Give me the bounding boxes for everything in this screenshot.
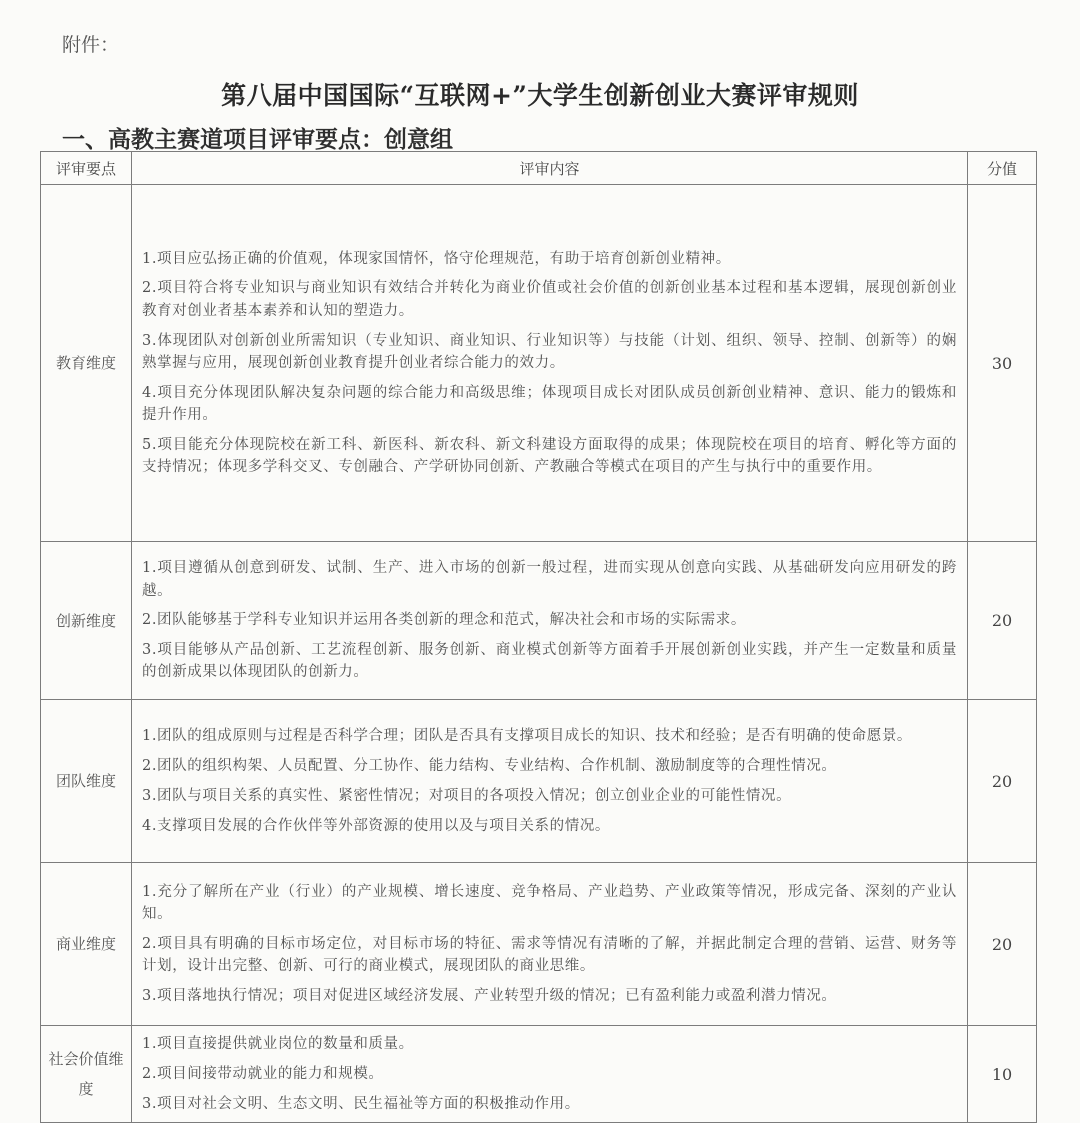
document-title: 第八届中国国际“互联网+”大学生创新创业大赛评审规则 [221, 81, 859, 110]
row-content [132, 185, 968, 542]
table-row [41, 700, 1037, 863]
row-dimension: 商业维度 [41, 863, 132, 1026]
row-score: 30 [968, 185, 1037, 542]
content-item: 2.项目具有明确的目标市场定位，对目标市场的特征、需求等情况有清晰的了解，并据此制定合理的营销、运营、财务等计划，设计出完整、创新、可行的商业模式，展现团队的商业思维。 [142, 935, 957, 975]
content-item: 2.项目间接带动就业的能力和规模。 [142, 1065, 384, 1082]
content-item: 1.团队的组成原则与过程是否科学合理；团队是否具有支撑项目成长的知识、技术和经验；是否有明确的使命愿景。 [142, 728, 913, 745]
header-criteria: 评审要点 [41, 152, 132, 185]
content-item: 4.项目充分体现团队解决复杂问题的综合能力和高级思维；体现项目成长对团队成员创新创业精神、意识、能力的锻炼和提升作用。 [142, 384, 957, 423]
content-item: 5.项目能充分体现院校在新工科、新医科、新农科、新文科建设方面取得的成果；体现院校在项目的培育、孵化等方面的支持情况；体现多学科交叉、专创融合、产学研协同创新、产教融合等模式在项目的产生与执行中的重要作用。 [142, 436, 957, 476]
header-content: 评审内容 [132, 152, 968, 185]
row-score: 20 [968, 863, 1037, 1026]
row-content [132, 700, 968, 863]
content-item: 3.团队与项目关系的真实性、紧密性情况；对项目的各项投入情况；创立创业企业的可能性情况。 [142, 787, 792, 804]
content-item: 1.项目直接提供就业岗位的数量和质量。 [142, 1036, 414, 1053]
content-item: 3.项目落地执行情况；项目对促进区域经济发展、产业转型升级的情况；已有盈利能力或盈利潜力情况。 [142, 987, 837, 1004]
table-row [41, 542, 1037, 700]
row-score: 20 [968, 700, 1037, 863]
table-row [41, 185, 1037, 542]
row-dimension: 教育维度 [41, 185, 132, 542]
content-item: 2.团队能够基于学科专业知识并运用各类创新的理念和范式，解决社会和市场的实际需求。 [142, 612, 746, 629]
content-item: 2.项目符合将专业知识与商业知识有效结合并转化为商业价值或社会价值的创新创业基本过程和基本逻辑，展现创新创业教育对创业者基本素养和认知的塑造力。 [142, 280, 957, 319]
table-header-row [41, 152, 1037, 185]
content-item: 3.项目能够从产品创新、工艺流程创新、服务创新、商业模式创新等方面着手开展创新创业实践，并产生一定数量和质量的创新成果以体现团队的创新力。 [142, 642, 957, 681]
row-dimension: 社会价值维度 [41, 1026, 132, 1123]
table-row [41, 1026, 1037, 1123]
content-item: 1.项目应弘扬正确的价值观，体现家国情怀，恪守伦理规范，有助于培育创新创业精神。 [142, 250, 731, 267]
content-item: 3.体现团队对创新创业所需知识（专业知识、商业知识、行业知识等）与技能（计划、组织、领导、控制、创新等）的娴熟掌握与应用，展现创新创业教育提升创业者综合能力的效力。 [142, 332, 957, 371]
table-row [41, 863, 1037, 1026]
row-dimension: 团队维度 [41, 700, 132, 863]
content-item: 1.项目遵循从创意到研发、试制、生产、进入市场的创新一般过程，进而实现从创意向实践、从基础研发向应用研发的跨越。 [142, 560, 957, 599]
rules-table [40, 151, 1037, 1123]
attachment-label: 附件： [62, 34, 120, 56]
content-item: 4.支撑项目发展的合作伙伴等外部资源的使用以及与项目关系的情况。 [142, 817, 611, 834]
row-content [132, 1026, 968, 1123]
content-item: 1.充分了解所在产业（行业）的产业规模、增长速度、竞争格局、产业趋势、产业政策等情况，形成完备、深刻的产业认知。 [142, 883, 957, 923]
section-heading: 一、高教主赛道项目评审要点：创意组 [62, 126, 453, 153]
row-dimension: 创新维度 [41, 542, 132, 700]
row-content [132, 863, 968, 1026]
row-score: 20 [968, 542, 1037, 700]
row-content [132, 542, 968, 700]
content-item: 3.项目对社会文明、生态文明、民生福祉等方面的积极推动作用。 [142, 1095, 580, 1112]
content-item: 2.团队的组织构架、人员配置、分工协作、能力结构、专业结构、合作机制、激励制度等的合理性情况。 [142, 757, 837, 774]
row-score: 10 [968, 1026, 1037, 1123]
header-score: 分值 [968, 152, 1037, 185]
